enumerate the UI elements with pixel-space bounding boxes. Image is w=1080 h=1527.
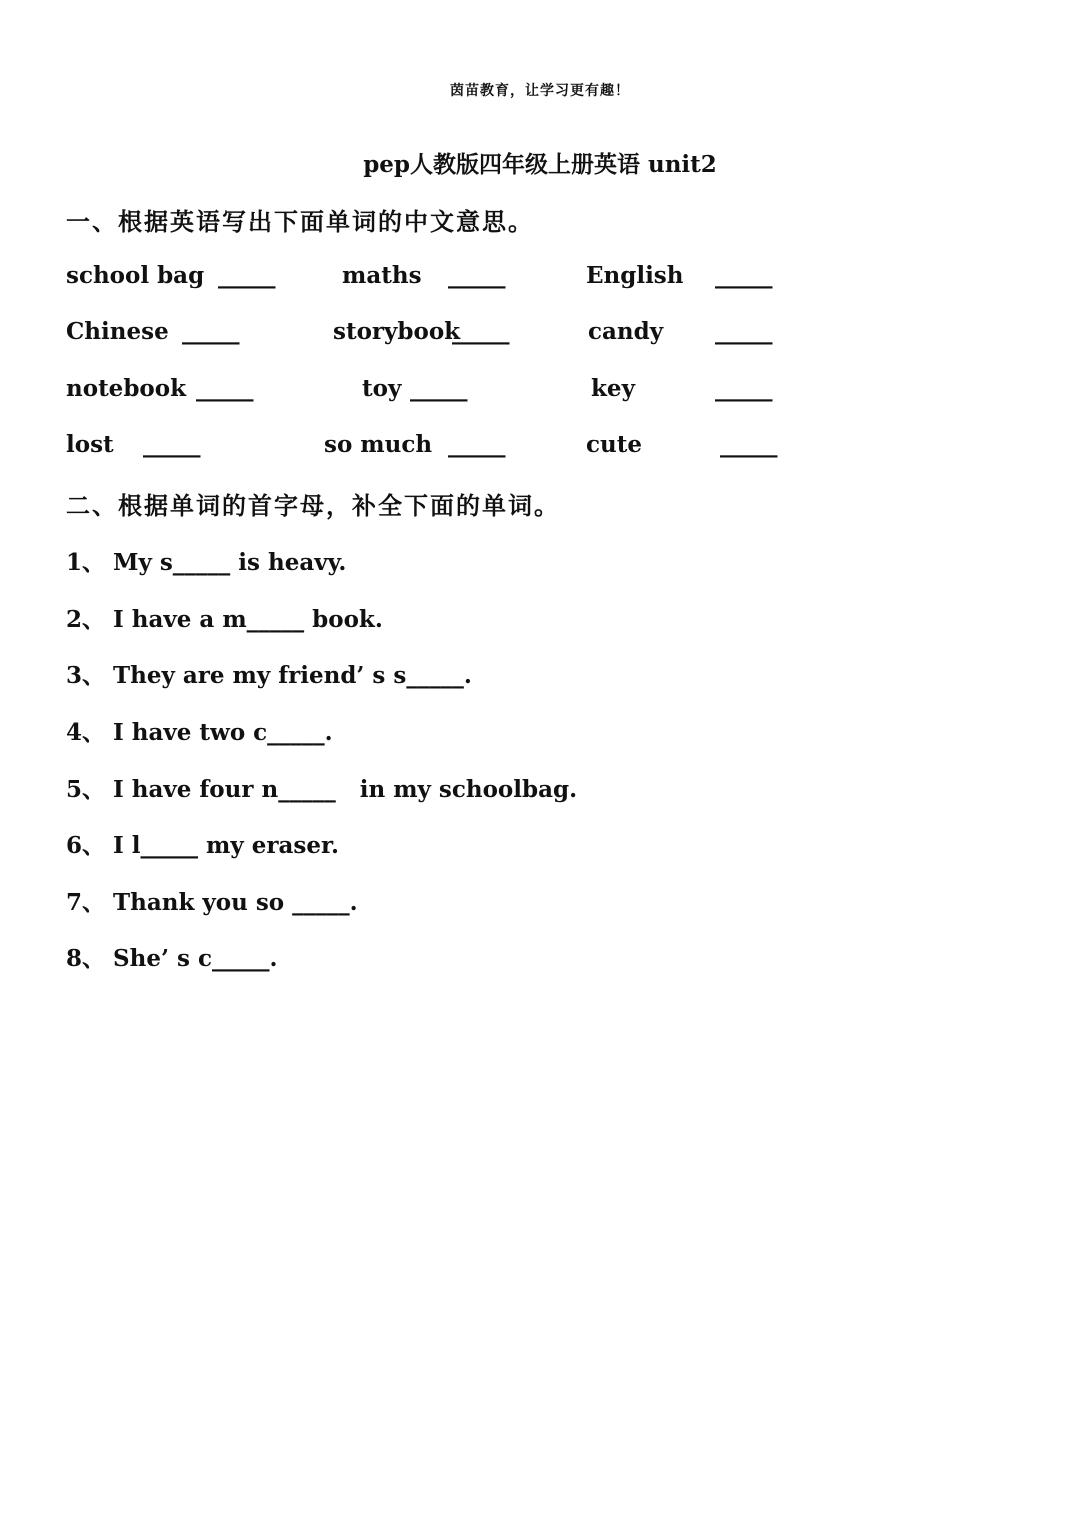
- vocab-word: candy: [588, 318, 664, 345]
- section1-heading: 一、根据英语写出下面单词的中文意思。: [66, 207, 534, 236]
- vocab-blank: _____: [448, 262, 506, 289]
- fill-in-item: 7、 Thank you so _____.: [66, 889, 358, 916]
- fill-in-item: 2、 I have a m_____ book.: [66, 606, 383, 633]
- vocab-word: maths: [342, 262, 422, 289]
- vocab-blank: _____: [720, 431, 778, 458]
- page-title: pep人教版四年级上册英语 unit2: [363, 151, 717, 178]
- vocab-blank: _____: [143, 431, 201, 458]
- vocab-blank: _____: [715, 318, 773, 345]
- fill-in-item: 6、 I l_____ my eraser.: [66, 832, 339, 859]
- vocab-blank: _____: [182, 318, 240, 345]
- vocab-blank: _____: [448, 431, 506, 458]
- vocab-word: key: [591, 375, 635, 402]
- vocab-word: toy: [362, 375, 402, 402]
- vocab-blank: _____: [715, 375, 773, 402]
- vocab-blank: _____: [218, 262, 276, 289]
- fill-in-item: 8、 She’ s c_____.: [66, 945, 278, 972]
- vocab-blank: _____: [715, 262, 773, 289]
- vocab-blank: _____: [410, 375, 468, 402]
- vocab-word: school bag: [66, 262, 205, 289]
- vocab-blank: _____: [452, 318, 510, 345]
- fill-in-item: 1、 My s_____ is heavy.: [66, 549, 347, 576]
- section2-heading: 二、根据单词的首字母，补全下面的单词。: [66, 491, 560, 520]
- fill-in-item: 3、 They are my friend’ s s_____.: [66, 662, 472, 689]
- vocab-word: notebook: [66, 375, 187, 402]
- vocab-word: storybook: [333, 318, 461, 345]
- vocab-word: English: [586, 262, 684, 289]
- vocab-word: so much: [324, 431, 433, 458]
- vocab-word: lost: [66, 431, 114, 458]
- vocab-word: cute: [586, 431, 642, 458]
- vocab-blank: _____: [196, 375, 254, 402]
- fill-in-item: 4、 I have two c_____.: [66, 719, 333, 746]
- page-header: 茵苗教育，让学习更有趣！: [450, 83, 630, 99]
- fill-in-item: 5、 I have four n_____ in my schoolbag.: [66, 776, 578, 803]
- vocab-word: Chinese: [66, 318, 169, 345]
